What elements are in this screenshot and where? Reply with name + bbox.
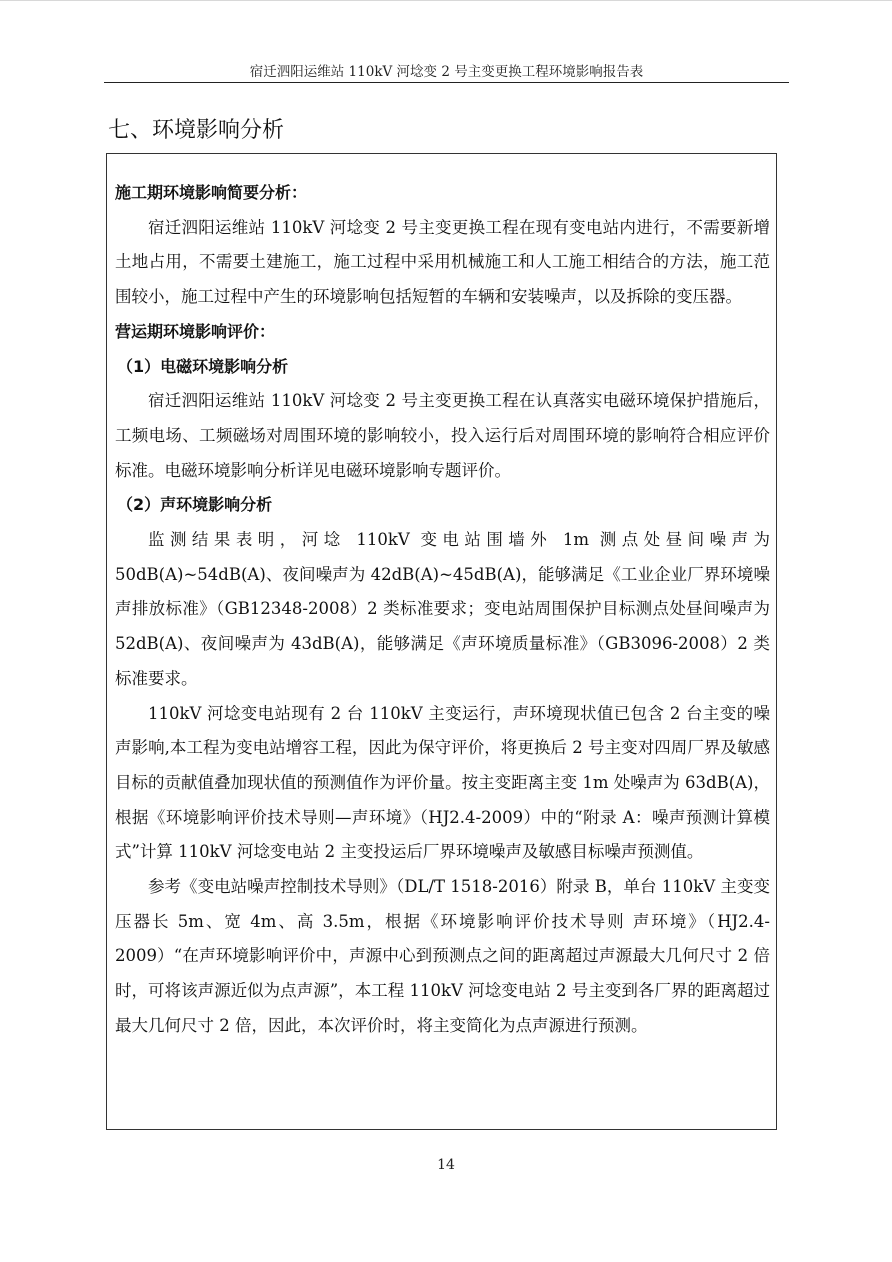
analysis-table-cell — [106, 153, 777, 1130]
noise-monitoring-paragraph: 监测结果表明，河埝 110kV 变电站围墙外 1m 测点处昼间噪声为 50dB(A)~54dB(A)、夜间噪声为 42dB(A)~45dB(A)，能够满足《工业企业厂界环境噪声排放标准》（GB12348-2008）2 类标准要求；变电站周围保护目标测点处昼间噪声为 52dB(A)、夜间噪声为 43dB(A)，能够满足《声环境质量标准》（GB3096-2008）2 类标准要求。 — [115, 530, 770, 688]
em-analysis-paragraph: 宿迁泗阳运维站 110kV 河埝变 2 号主变更换工程在认真落实电磁环境保护措施后，工频电场、工频磁场对周围环境的影响较小，投入运行后对周围环境的影响符合相应评价标准。电磁环境影响分析详见电磁环境影响专题评价。 — [115, 391, 770, 480]
construction-heading: 施工期环境影响简要分析： — [115, 183, 308, 202]
em-analysis-heading: （1）电磁环境影响分析 — [117, 356, 289, 376]
construction-paragraph: 宿迁泗阳运维站 110kV 河埝变 2 号主变更换工程在现有变电站内进行，不需要新增土地占用，不需要土建施工，施工过程中采用机械施工和人工施工相结合的方法，施工范围较小，施工过程中产生的环境影响包括短暂的车辆和安装噪声，以及拆除的变压器。 — [115, 217, 770, 307]
page-header-title: 宿迁泗阳运维站 110kV 河埝变 2 号主变更换工程环境影响报告表 — [249, 64, 644, 80]
operation-heading: 营运期环境影响评价： — [115, 321, 276, 341]
noise-prediction-paragraph: 110kV 河埝变电站现有 2 台 110kV 主变运行，声环境现状值已包含 2 台主变的噪声影响,本工程为变电站增容工程，因此为保守评价，将更换后 2 号主变对四周厂界及敏感目标的贡献值叠加现状值的预测值作为评价量。按主变距离主变 1m 处噪声为 63dB(A)，根据《环境影响评价技术导则—声环境》（HJ2.4-2009）中的“附录 A：噪声预测计算模式”计算 110kV 河埝变电站 2 主变投运后厂界环境噪声及敏感目标噪声预测值。 — [115, 703, 770, 862]
noise-analysis-heading: （2）声环境影响分析 — [117, 495, 273, 515]
section-title: 七、环境影响分析 — [108, 118, 285, 143]
analysis-content — [115, 176, 770, 1044]
top-edge-rule — [0, 0, 892, 1]
header-divider — [104, 82, 789, 83]
noise-source-paragraph: 参考《变电站噪声控制技术导则》（DL/T 1518-2016）附录 B，单台 110kV 主变变压器长 5m、宽 4m、高 3.5m，根据《环境影响评价技术导则 声环境》（HJ2.4-2009）“在声环境影响评价中，声源中心到预测点之间的距离超过声源最大几何尺寸 2 倍时，可将该声源近似为点声源”，本工程 110kV 河埝变电站 2 号主变到各厂界的距离超过最大几何尺寸 2 倍，因此，本次评价时，将主变简化为点声源进行预测。 — [115, 877, 770, 1035]
page-number: 14 — [437, 1157, 455, 1173]
